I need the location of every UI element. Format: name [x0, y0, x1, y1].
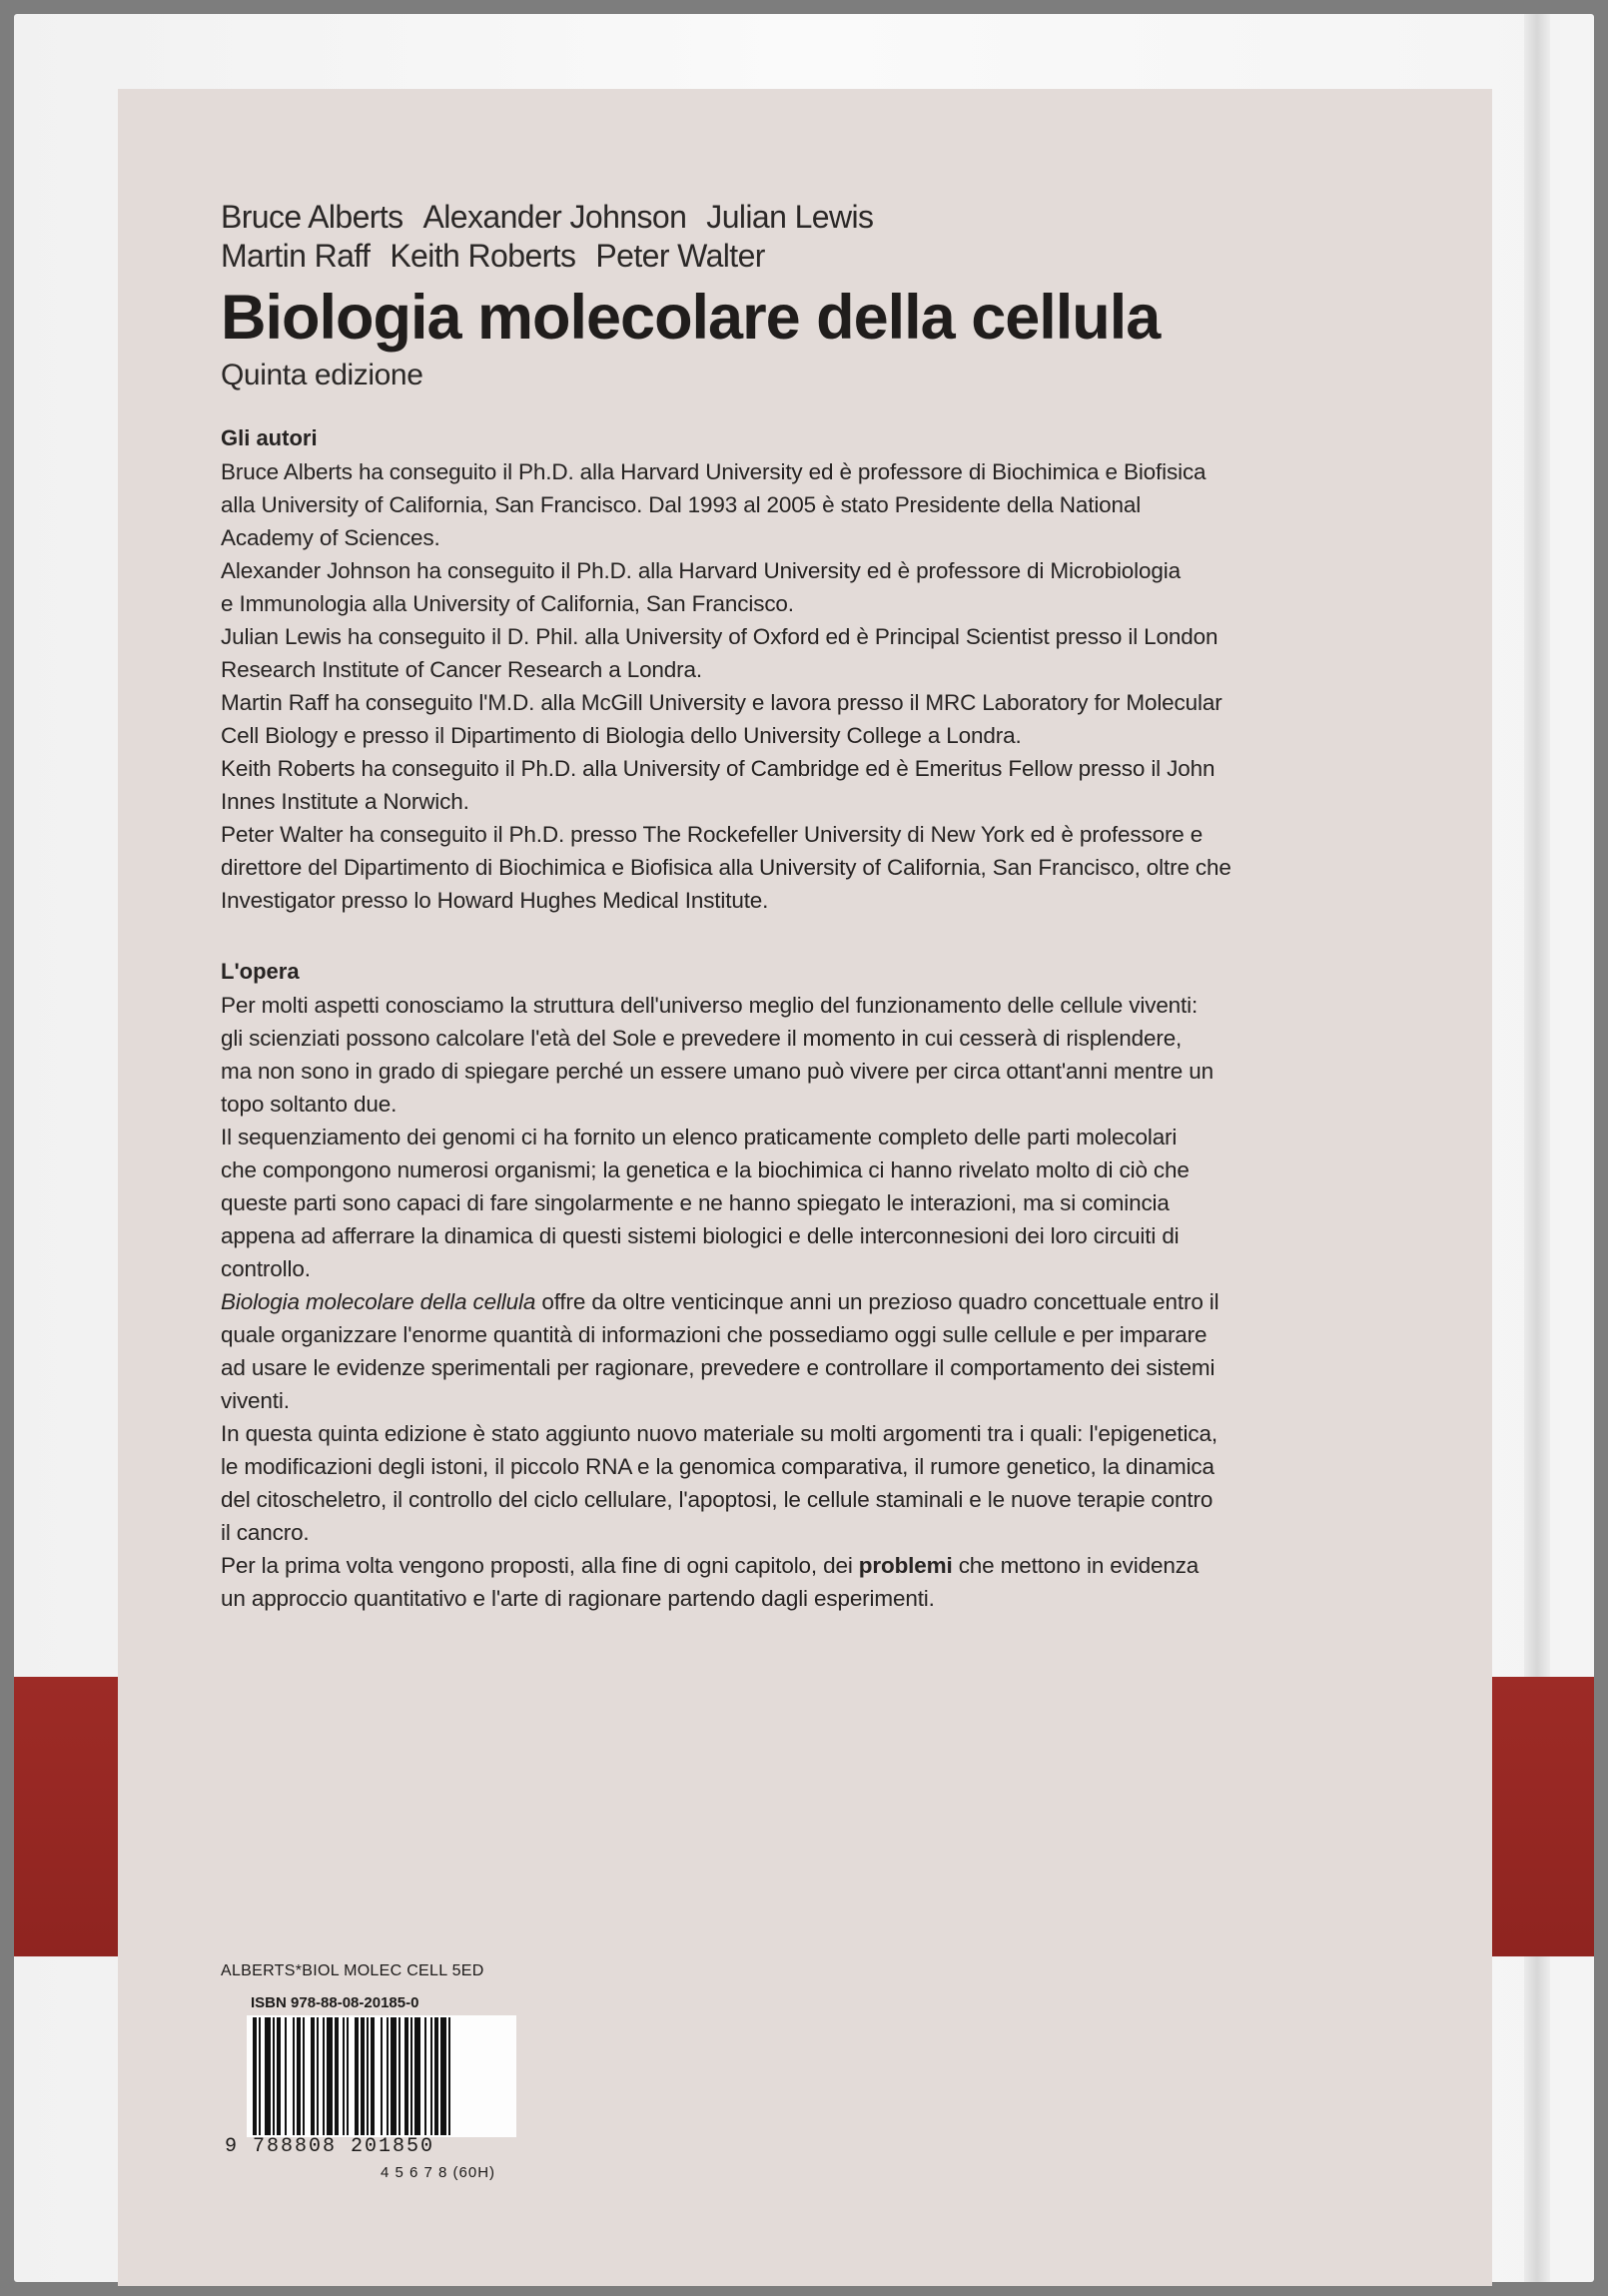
bio-line: Academy of Sciences.: [221, 525, 440, 550]
price-code: 4 5 6 7 8 (60H): [381, 2164, 496, 2181]
bio-line: Bruce Alberts ha conseguito il Ph.D. alla Harvard University ed è professore di Biochimica e Biofisica: [221, 459, 1206, 484]
opera-line: viventi.: [221, 1388, 290, 1413]
opera-line: un approccio quantitativo e l'arte di ragionare partendo dagli esperimenti.: [221, 1586, 935, 1611]
opera-line: appena ad afferrare la dinamica di questi sistemi biologici e delle interconnesioni dei loro circuiti di: [221, 1223, 1180, 1248]
opera-line: del citoscheletro, il controllo del ciclo cellulare, l'apoptosi, le cellule staminali e le nuove terapie contro: [221, 1487, 1213, 1512]
bio-line: Innes Institute a Norwich.: [221, 789, 469, 814]
opera-line: ad usare le evidenze sperimentali per ragionare, prevedere e controllare il comportamento dei sistemi: [221, 1355, 1215, 1380]
author-name: Martin Raff: [221, 238, 371, 274]
isbn-label: ISBN 978-88-08-20185-0: [251, 1994, 419, 2011]
bio-line: Julian Lewis ha conseguito il D. Phil. alla University of Oxford ed è Principal Scientist presso il London: [221, 624, 1218, 649]
opera-line-rest: offre da oltre venticinque anni un prezioso quadro concettuale entro il: [535, 1289, 1219, 1314]
italic-book-title: Biologia molecolare della cellula: [221, 1289, 536, 1314]
problemi-after: che mettono in evidenza: [952, 1553, 1200, 1578]
bio-line: Keith Roberts ha conseguito il Ph.D. alla University of Cambridge ed è Emeritus Fellow presso il John: [221, 756, 1215, 781]
bio-line: Cell Biology e presso il Dipartimento di Biologia dello University College a Londra.: [221, 723, 1022, 748]
author-name: Alexander Johnson: [422, 199, 687, 235]
opera-line: le modificazioni degli istoni, il piccolo RNA e la genomica comparativa, il rumore genetico, la dinamica: [221, 1454, 1214, 1479]
problemi-bold: problemi: [858, 1553, 953, 1578]
authors-bio: [221, 455, 1399, 917]
author-name: Julian Lewis: [706, 199, 874, 235]
red-band-left: [14, 1677, 118, 1956]
opera-line: queste parti sono capaci di fare singolarmente e ne hanno spiegato le interazioni, ma si comincia: [221, 1190, 1170, 1215]
opera-line: gli scienziati possono calcolare l'età del Sole e prevedere il momento in cui cesserà di risplendere,: [221, 1026, 1183, 1051]
opera-line-problemi: [221, 1549, 1399, 1582]
opera-line: il cancro.: [221, 1520, 310, 1545]
series-code: ALBERTS*BIOL MOLEC CELL 5ED: [221, 1962, 484, 1979]
book-title: Biologia molecolare della cellula: [221, 283, 1161, 353]
author-name: Bruce Alberts: [221, 199, 403, 235]
bio-line: Martin Raff ha conseguito l'M.D. alla McGill University e lavora presso il MRC Laboratory for Molecular: [221, 690, 1222, 715]
red-band-right: [1490, 1677, 1594, 1956]
opera-line: controllo.: [221, 1256, 311, 1281]
bio-line: Peter Walter ha conseguito il Ph.D. presso The Rockefeller University di New York ed è professore e: [221, 822, 1204, 847]
bio-line: Alexander Johnson ha conseguito il Ph.D. alla Harvard University ed è professore di Microbiologia: [221, 558, 1181, 583]
bio-line: direttore del Dipartimento di Biochimica e Biofisica alla University of California, San Francisco, oltre che: [221, 855, 1231, 880]
cover-content: [221, 198, 1399, 1615]
authors-line-1: [221, 198, 1399, 237]
opera-line: Per molti aspetti conosciamo la struttura dell'universo meglio del funzionamento delle cellule viventi:: [221, 993, 1199, 1018]
opera-line: che compongono numerosi organismi; la genetica e la biochimica ci hanno rivelato molto di ciò che: [221, 1157, 1190, 1182]
problemi-before: Per la prima volta vengono proposti, alla fine di ogni capitolo, dei: [221, 1553, 859, 1578]
opera-text: [221, 989, 1399, 1615]
edition-label: Quinta edizione: [221, 359, 423, 391]
opera-line: Il sequenziamento dei genomi ci ha fornito un elenco praticamente completo delle parti molecolari: [221, 1125, 1178, 1149]
authors-line-2: [221, 237, 1399, 276]
barcode: [247, 2015, 516, 2137]
opera-line: ma non sono in grado di spiegare perché un essere umano può vivere per circa ottant'anni mentre un: [221, 1059, 1213, 1084]
barcode-bars: [251, 2017, 512, 2135]
opera-section-heading: L'opera: [221, 959, 300, 984]
barcode-digits: 9 788808 201850: [225, 2135, 435, 2158]
bio-line: e Immunologia alla University of California, San Francisco.: [221, 591, 794, 616]
barcode-block: [221, 1962, 520, 2181]
authors-section-heading: Gli autori: [221, 425, 318, 450]
bio-line: Research Institute of Cancer Research a Londra.: [221, 657, 702, 682]
opera-line: topo soltanto due.: [221, 1092, 398, 1117]
bio-line: alla University of California, San Francisco. Dal 1993 al 2005 è stato Presidente della National: [221, 492, 1142, 517]
opera-line: In questa quinta edizione è stato aggiunto nuovo materiale su molti argomenti tra i quali: l'epigenetica,: [221, 1421, 1217, 1446]
opera-line-italic-title: [221, 1285, 1399, 1318]
author-name: Keith Roberts: [390, 238, 576, 274]
opera-line: quale organizzare l'enorme quantità di informazioni che possediamo oggi sulle cellule e per imparare: [221, 1322, 1207, 1347]
bio-line: Investigator presso lo Howard Hughes Medical Institute.: [221, 888, 769, 913]
author-name: Peter Walter: [595, 238, 765, 274]
